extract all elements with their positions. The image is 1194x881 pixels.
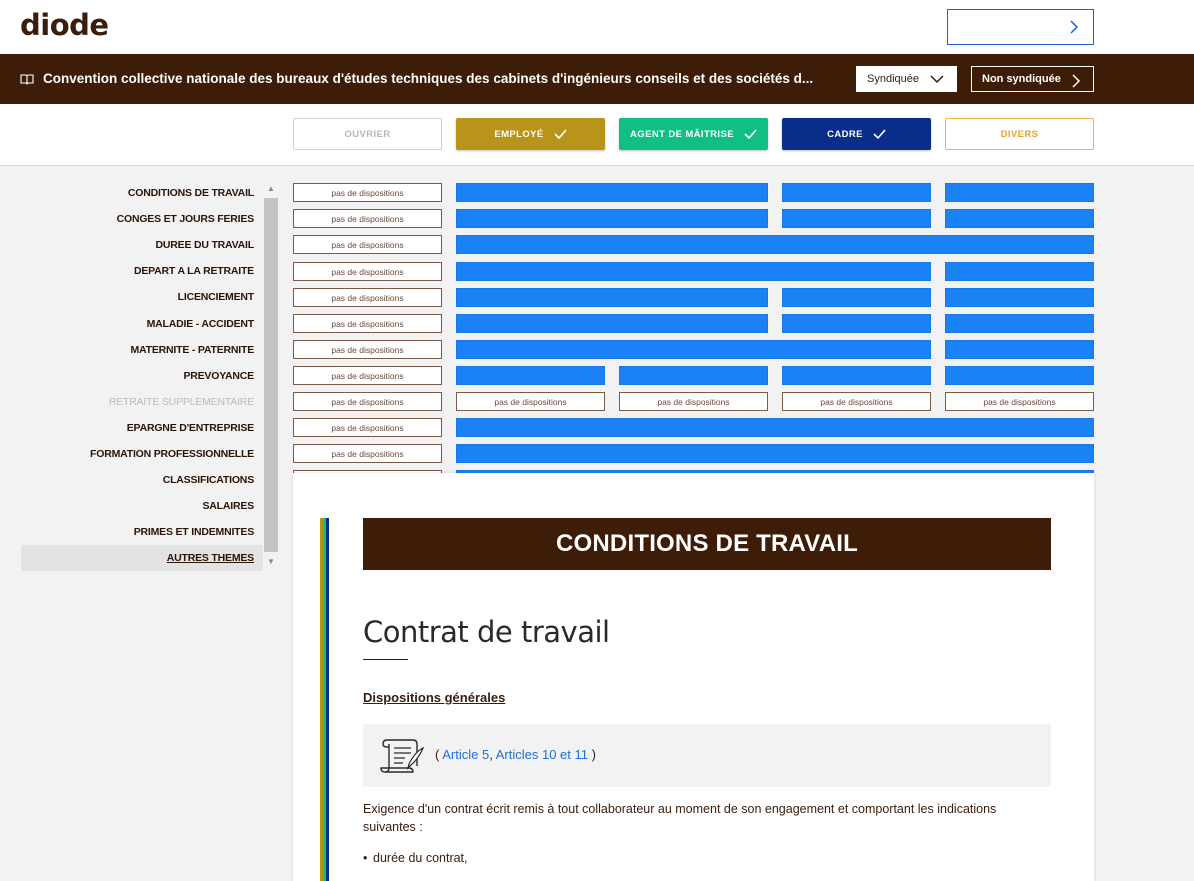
provision-cell[interactable] xyxy=(456,418,1094,437)
theme-item[interactable]: MATERNITE - PATERNITE xyxy=(130,343,254,356)
category-label: DIVERS xyxy=(1000,128,1039,140)
provision-cell[interactable] xyxy=(456,314,768,333)
category-label: EMPLOYÉ xyxy=(494,128,544,140)
theme-item[interactable]: FORMATION PROFESSIONNELLE xyxy=(90,447,254,460)
no-provisions-cell: pas de dispositions xyxy=(619,392,768,411)
provision-cell[interactable] xyxy=(945,314,1094,333)
scrollbar-thumb[interactable] xyxy=(264,198,278,552)
theme-item[interactable]: CLASSIFICATIONS xyxy=(162,474,254,487)
content-paragraph: Exigence d'un contrat écrit remis à tout collaborateur au moment de son engagement et comportant les indications suivantes : xyxy=(363,802,997,834)
category-label: OUVRIER xyxy=(344,128,391,140)
convention-bar xyxy=(0,54,1194,104)
chevron-down-icon xyxy=(930,74,944,84)
provision-cell[interactable] xyxy=(456,340,931,359)
provision-cell[interactable] xyxy=(782,288,931,307)
chevron-right-icon xyxy=(1069,19,1079,35)
provision-cell[interactable] xyxy=(782,209,931,228)
category-cadre-button[interactable] xyxy=(782,118,931,150)
provision-cell[interactable] xyxy=(945,366,1094,385)
stripe-cadre xyxy=(326,518,329,881)
provision-cell[interactable] xyxy=(456,262,931,281)
category-stripes xyxy=(320,518,330,881)
no-provisions-cell: pas de dispositions xyxy=(293,418,442,437)
syndiquee-label: Syndiquée xyxy=(867,73,919,85)
book-icon xyxy=(20,73,34,85)
theme-list xyxy=(21,180,263,571)
category-label: CADRE xyxy=(827,128,863,140)
provision-cell[interactable] xyxy=(782,183,931,202)
no-provisions-cell: pas de dispositions xyxy=(293,235,442,254)
articles-10-11-link[interactable]: Articles 10 et 11 xyxy=(495,747,589,762)
category-divers-button[interactable] xyxy=(945,118,1094,150)
category-label: AGENT DE MÂITRISE xyxy=(630,128,734,140)
scroll-up-arrow[interactable]: ▲ xyxy=(267,184,275,193)
refs-close: ) xyxy=(591,747,596,762)
scroll-document-icon xyxy=(379,734,427,776)
no-provisions-cell: pas de dispositions xyxy=(945,392,1094,411)
no-provisions-cell: pas de dispositions xyxy=(293,262,442,281)
syndiquee-dropdown[interactable] xyxy=(856,66,957,92)
no-provisions-cell: pas de dispositions xyxy=(293,314,442,333)
provision-cell[interactable] xyxy=(945,340,1094,359)
heading-underline xyxy=(363,659,408,660)
provision-cell[interactable] xyxy=(945,209,1094,228)
theme-item[interactable]: LICENCIEMENT xyxy=(177,291,254,304)
refs-open: ( xyxy=(435,747,440,762)
no-provisions-cell: pas de dispositions xyxy=(293,392,442,411)
no-provisions-cell: pas de dispositions xyxy=(293,183,442,202)
scroll-down-arrow[interactable]: ▼ xyxy=(267,557,275,566)
top-action-button[interactable] xyxy=(947,9,1094,45)
no-provisions-cell: pas de dispositions xyxy=(782,392,931,411)
content-panel xyxy=(293,473,1094,881)
provision-cell[interactable] xyxy=(456,209,768,228)
theme-item[interactable]: PREVOYANCE xyxy=(183,369,254,382)
provision-cell[interactable] xyxy=(945,183,1094,202)
theme-item[interactable]: DUREE DU TRAVAIL xyxy=(155,239,254,252)
chevron-right-icon xyxy=(1071,74,1081,88)
theme-item[interactable]: DEPART A LA RETRAITE xyxy=(133,265,254,278)
section-title-band: CONDITIONS DE TRAVAIL xyxy=(363,518,1051,570)
no-provisions-cell: pas de dispositions xyxy=(293,340,442,359)
theme-item[interactable]: PRIMES ET INDEMNITES xyxy=(133,526,254,539)
refs-sep: , xyxy=(489,747,493,762)
category-employe-button[interactable] xyxy=(456,118,605,150)
theme-item[interactable]: CONGES ET JOURS FERIES xyxy=(116,213,254,226)
top-header xyxy=(0,0,1194,54)
references-text xyxy=(435,747,596,762)
non-syndiquee-button[interactable] xyxy=(971,66,1094,92)
no-provisions-cell: pas de dispositions xyxy=(456,392,605,411)
no-provisions-cell: pas de dispositions xyxy=(293,444,442,463)
bullet-item: • durée du contrat, xyxy=(373,851,468,865)
theme-item-active[interactable]: AUTRES THEMES xyxy=(21,545,263,571)
check-icon xyxy=(554,129,567,139)
provision-cell[interactable] xyxy=(456,366,605,385)
convention-title: Convention collective nationale des bureaux d'études techniques des cabinets d'ingénieurs conseils et des sociétés d... xyxy=(43,71,814,86)
category-ouvrier-button[interactable] xyxy=(293,118,442,150)
theme-item[interactable]: EPARGNE D'ENTREPRISE xyxy=(126,421,254,434)
provision-cell[interactable] xyxy=(945,262,1094,281)
no-provisions-cell: pas de dispositions xyxy=(293,288,442,307)
logo[interactable]: diode xyxy=(20,8,109,42)
category-bar xyxy=(0,104,1194,166)
theme-item[interactable]: MALADIE - ACCIDENT xyxy=(146,317,254,330)
theme-item[interactable]: SALAIRES xyxy=(202,500,254,513)
theme-item-disabled: RETRAITE SUPPLEMENTAIRE xyxy=(108,395,254,408)
check-icon xyxy=(744,129,757,139)
non-syndiquee-label: Non syndiquée xyxy=(982,73,1061,85)
article-5-link[interactable]: Article 5 xyxy=(442,747,490,762)
references-box xyxy=(363,724,1051,787)
provision-cell[interactable] xyxy=(782,366,931,385)
provision-cell[interactable] xyxy=(456,444,1094,463)
content-heading: Contrat de travail xyxy=(363,615,610,649)
provision-cell[interactable] xyxy=(782,314,931,333)
no-provisions-cell: pas de dispositions xyxy=(293,209,442,228)
theme-item[interactable]: CONDITIONS DE TRAVAIL xyxy=(127,187,254,200)
provision-cell[interactable] xyxy=(456,183,768,202)
no-provisions-cell: pas de dispositions xyxy=(293,366,442,385)
dispositions-generales-link[interactable]: Dispositions générales xyxy=(363,690,506,705)
provision-cell[interactable] xyxy=(456,288,768,307)
check-icon xyxy=(873,129,886,139)
provision-cell[interactable] xyxy=(945,288,1094,307)
category-agent-maitrise-button[interactable] xyxy=(619,118,768,150)
provision-cell[interactable] xyxy=(456,235,1094,254)
provision-cell[interactable] xyxy=(619,366,768,385)
